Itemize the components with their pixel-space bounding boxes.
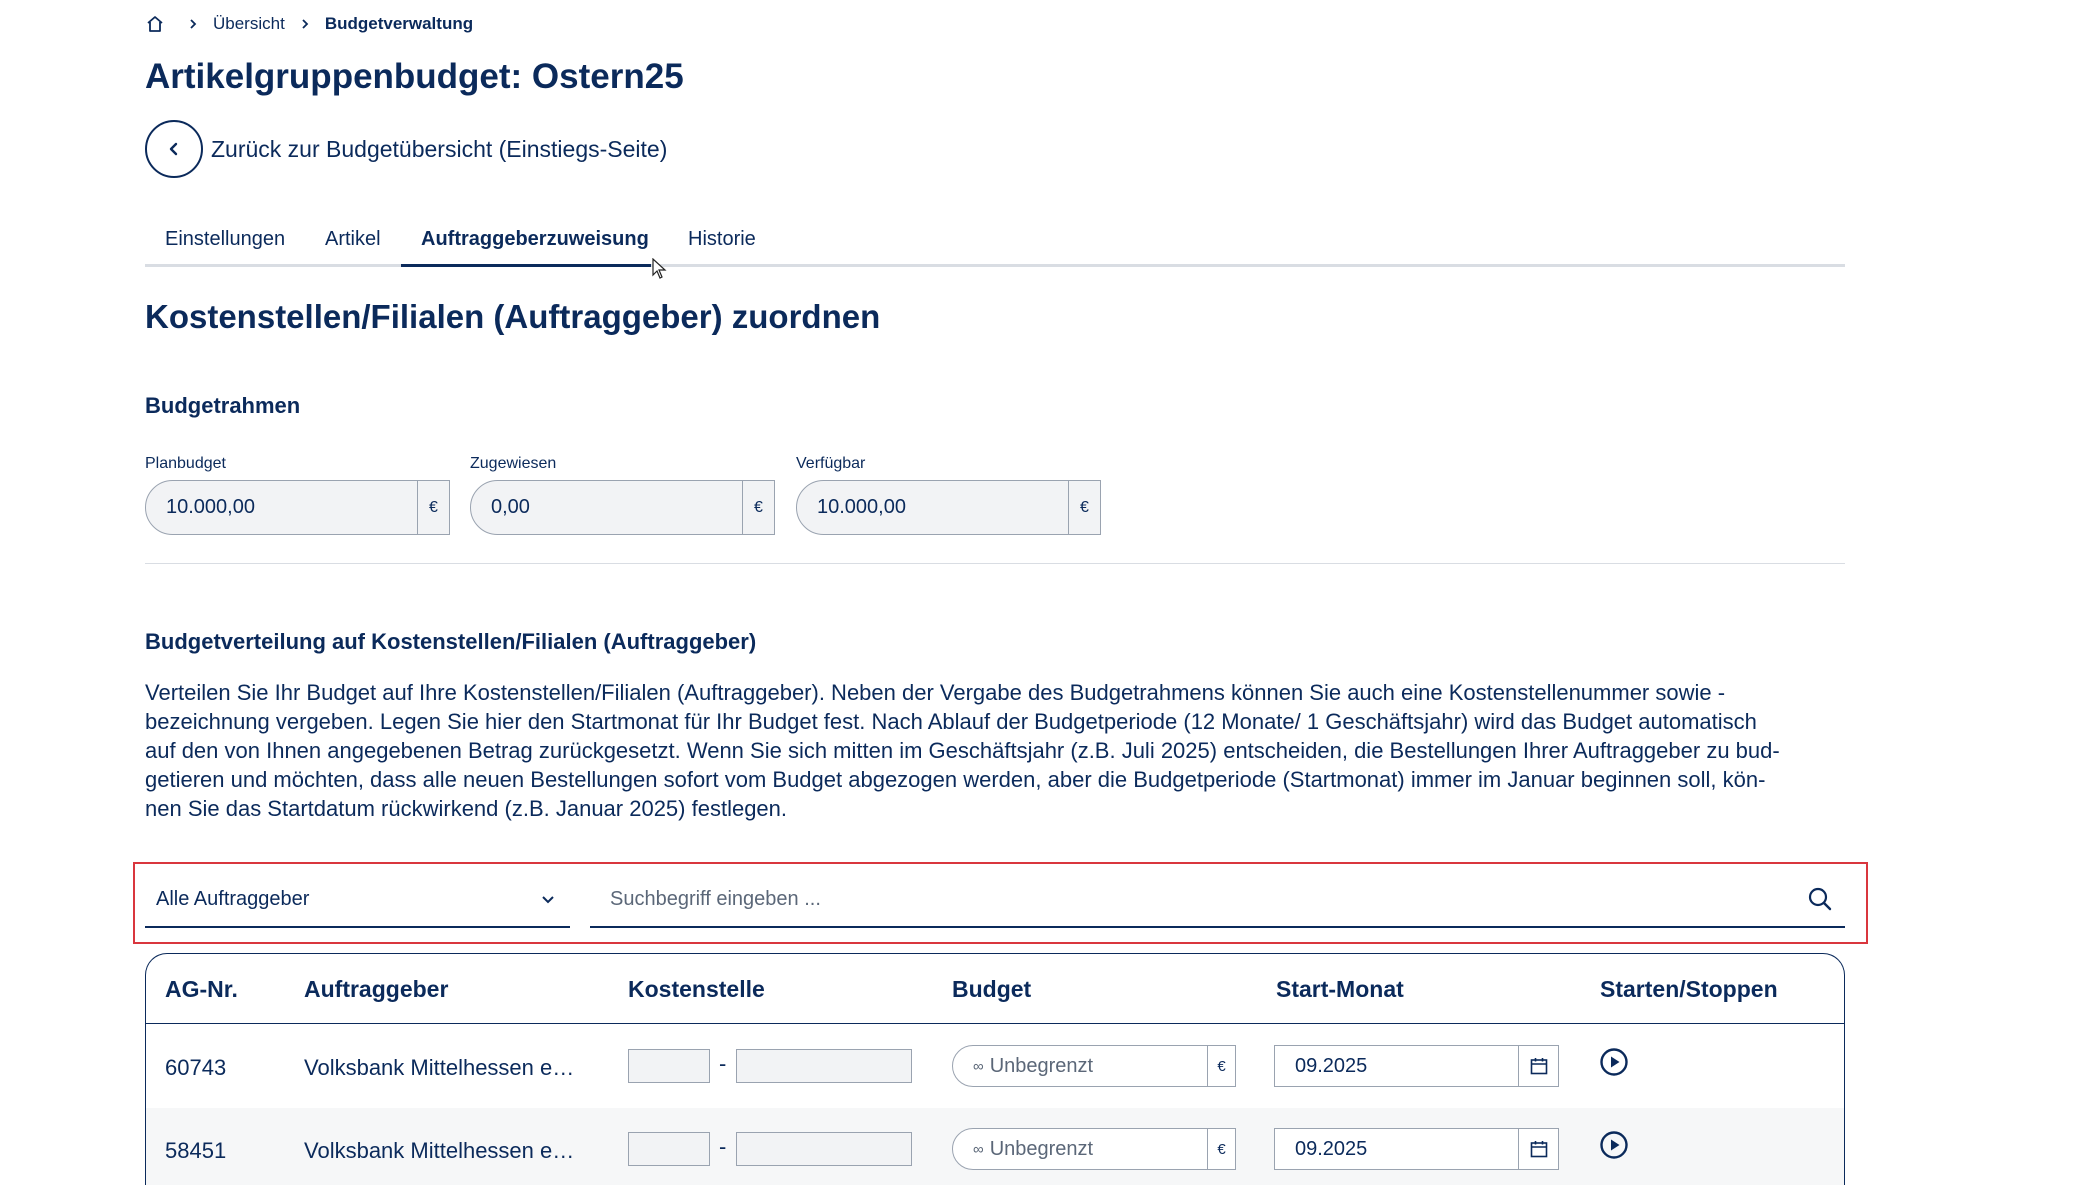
calendar-button[interactable] — [1518, 1046, 1558, 1086]
euro-unit: € — [742, 481, 774, 534]
calendar-button[interactable] — [1518, 1129, 1558, 1169]
start-month-input[interactable] — [1274, 1128, 1559, 1170]
chevron-right-icon — [187, 18, 199, 30]
ag-nr-cell: 58451 — [165, 1138, 227, 1163]
zugewiesen-value: 0,00 — [491, 496, 530, 518]
euro-unit: € — [417, 481, 449, 534]
table-row — [146, 1025, 1844, 1108]
section-divider — [145, 563, 1845, 564]
description-line: bezeichnung vergeben. Legen Sie hier den Startmonat für Ihr Budget fest. Nach Ablauf der Budgetperiode (12 Monate/ 1 Geschäftsjahr) wird das Budget automatisch — [145, 709, 1757, 734]
search-icon[interactable] — [1807, 886, 1833, 912]
zugewiesen-field — [470, 480, 775, 535]
breadcrumb — [145, 14, 487, 34]
column-header-ag-nr: AG-Nr. — [165, 976, 238, 1002]
budget-value: Unbegrenzt — [989, 1054, 1094, 1077]
budget-input[interactable] — [952, 1128, 1236, 1170]
calendar-icon — [1529, 1139, 1549, 1159]
budget-value: Unbegrenzt — [989, 1137, 1094, 1160]
tab-bar — [145, 222, 1845, 267]
start-month-value: 09.2025 — [1295, 1054, 1368, 1077]
planbudget-field — [145, 480, 450, 535]
column-header-cost-center: Kostenstelle — [628, 976, 765, 1002]
client-budget-table — [145, 953, 1845, 1185]
ag-nr-cell: 60743 — [165, 1055, 227, 1080]
play-icon[interactable] — [1599, 1047, 1629, 1077]
tab-history[interactable]: Historie — [688, 228, 756, 250]
verfuegbar-field — [796, 480, 1101, 535]
distribution-heading: Budgetverteilung auf Kostenstellen/Filialen (Auftraggeber) — [145, 629, 757, 654]
breadcrumb-item-overview[interactable]: Übersicht — [213, 14, 285, 33]
description-line: auf den von Ihnen angegebenen Betrag zurückgesetzt. Wenn Sie sich mitten im Geschäftsjahr (z.B. Juli 2025) entscheiden, die Bestellungen Ihrer Auftraggeber zu bud- — [145, 738, 1780, 763]
cost-center-dash: - — [719, 1051, 727, 1076]
cost-center-name-input[interactable] — [736, 1132, 912, 1166]
table-row — [146, 1108, 1844, 1185]
budget-frame-heading: Budgetrahmen — [145, 393, 301, 418]
calendar-icon — [1529, 1056, 1549, 1076]
tab-articles[interactable]: Artikel — [325, 228, 381, 250]
planbudget-group — [145, 455, 450, 535]
cost-center-number-input[interactable] — [628, 1049, 710, 1083]
cost-center-dash: - — [719, 1134, 727, 1159]
back-button[interactable] — [145, 120, 203, 178]
zugewiesen-group — [470, 455, 775, 535]
section-title: Kostenstellen/Filialen (Auftraggeber) zuordnen — [145, 298, 881, 335]
chevron-left-icon — [166, 141, 182, 157]
column-header-start-stop: Starten/Stoppen — [1600, 976, 1778, 1002]
home-icon[interactable] — [145, 14, 165, 34]
verfuegbar-value: 10.000,00 — [817, 496, 906, 518]
description-line: getieren und möchten, dass alle neuen Bestellungen sofort vom Budget abgezogen werden, aber die Budgetperiode (Startmonat) immer im Januar beginnen soll, kön- — [145, 767, 1766, 792]
start-month-input[interactable] — [1274, 1045, 1559, 1087]
breadcrumb-item-budget-management[interactable]: Budgetverwaltung — [324, 14, 474, 33]
planbudget-value: 10.000,00 — [166, 496, 255, 518]
tab-client-assignment[interactable]: Auftraggeberzuweisung — [421, 228, 649, 250]
tab-settings[interactable]: Einstellungen — [165, 228, 286, 250]
client-name-cell: Volksbank Mittelhessen e… — [304, 1138, 575, 1163]
column-header-client: Auftraggeber — [304, 976, 449, 1002]
back-link-label[interactable]: Zurück zur Budgetübersicht (Einstiegs-Seite) — [211, 135, 668, 162]
client-filter-value: Alle Auftraggeber — [156, 887, 310, 910]
cost-center-name-input[interactable] — [736, 1049, 912, 1083]
column-header-budget: Budget — [952, 976, 1032, 1002]
budget-input[interactable] — [952, 1045, 1236, 1087]
euro-unit: € — [1207, 1046, 1235, 1086]
description-line: nen Sie das Startdatum rückwirkend (z.B. Januar 2025) festlegen. — [145, 796, 788, 821]
client-name-cell: Volksbank Mittelhessen e… — [304, 1055, 575, 1080]
table-header — [146, 954, 1844, 1024]
distribution-description — [145, 678, 1845, 823]
cost-center-number-input[interactable] — [628, 1132, 710, 1166]
back-to-overview-link[interactable] — [145, 120, 667, 178]
client-filter-select[interactable] — [145, 872, 570, 928]
zugewiesen-label: Zugewiesen — [470, 455, 557, 472]
description-line: Verteilen Sie Ihr Budget auf Ihre Kostenstellen/Filialen (Auftraggeber). Neben der Vergabe des Budgetrahmens können Sie auch eine Kostenstellenummer sowie - — [145, 680, 1726, 705]
infinity-icon: ∞ — [973, 1057, 984, 1075]
chevron-right-icon — [299, 18, 311, 30]
play-icon[interactable] — [1599, 1130, 1629, 1160]
search-bar — [590, 872, 1845, 928]
planbudget-label: Planbudget — [145, 455, 226, 472]
verfuegbar-group — [796, 455, 1101, 535]
start-month-value: 09.2025 — [1295, 1137, 1368, 1160]
mouse-pointer-icon — [652, 258, 668, 280]
page-title: Artikelgruppenbudget: Ostern25 — [145, 57, 684, 96]
euro-unit: € — [1207, 1129, 1235, 1169]
column-header-start-month: Start-Monat — [1276, 976, 1404, 1002]
chevron-down-icon — [540, 891, 556, 907]
euro-unit: € — [1068, 481, 1100, 534]
search-input[interactable] — [610, 888, 1807, 911]
verfuegbar-label: Verfügbar — [796, 455, 866, 472]
infinity-icon: ∞ — [973, 1140, 984, 1158]
active-tab-indicator — [401, 264, 651, 267]
